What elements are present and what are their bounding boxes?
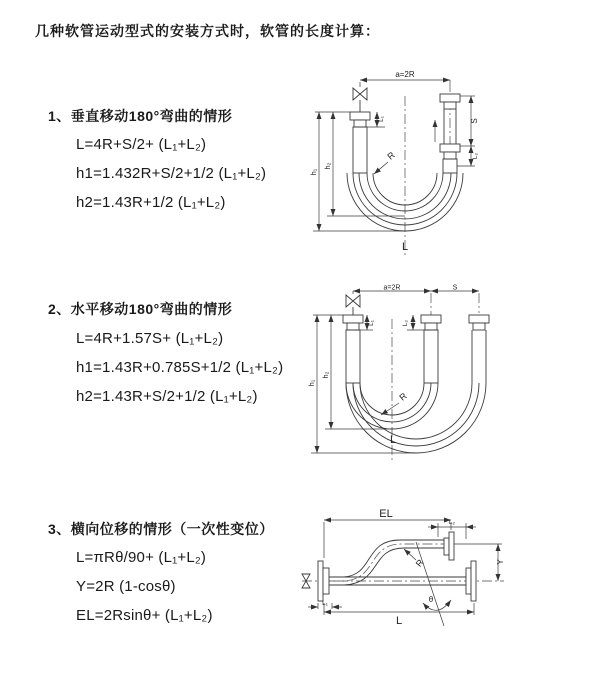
diagram-horizontal-180-bend [305, 283, 595, 468]
section-2-formula-h2: h2=1.43R+S/2+1/2 (L₁+L₂) [76, 388, 258, 405]
dim-label-l2: L₂ [402, 319, 409, 327]
dim-label-l1: L₁ [368, 320, 375, 326]
hose-braid-middle [424, 330, 438, 383]
dim-label-r: R [413, 557, 426, 569]
valve-icon [353, 88, 367, 100]
dim-label-el: EL [379, 508, 393, 520]
dim-label-h2: h₂ [321, 371, 330, 379]
dim-label-l1: L₁ [322, 600, 328, 607]
section-2-formula-h1: h1=1.43R+0.785S+1/2 (L₁+L₂) [76, 359, 284, 376]
section-2-formula-L: L=4R+1.57S+ (L₁+L₂) [76, 330, 224, 347]
dim-label-h1: h₁ [309, 168, 318, 176]
diagram-lateral-displacement [298, 508, 598, 653]
section-2-heading: 2、水平移动180°弯曲的情形 [48, 301, 233, 317]
dim-label-l1: L₁ [378, 116, 385, 122]
dim-label-l2: L₂ [472, 152, 479, 160]
section-3-formula-Y: Y=2R (1-cosθ) [76, 578, 176, 595]
hose-braid-left [353, 127, 367, 173]
section-1-formula-L: L=4R+S/2+ (L₁+L₂) [76, 136, 207, 153]
section-3-formula-L: L=πRθ/90+ (L₁+L₂) [76, 549, 207, 566]
dim-label-h2: h₂ [323, 162, 332, 170]
dimension-labels [307, 285, 458, 447]
section-1-formula-h2: h2=1.43R+1/2 (L₁+L₂) [76, 194, 226, 211]
dim-label-y: Y [496, 559, 505, 565]
dim-label-s: S [452, 284, 458, 292]
section-1-heading: 1、垂直移动180°弯曲的情形 [48, 108, 233, 124]
page-title: 几种软管运动型式的安装方式时，软管的长度计算： [35, 23, 380, 39]
dim-label-l: L [401, 241, 409, 253]
valve-icon [346, 295, 360, 307]
diagram-vertical-180-bend [305, 68, 595, 263]
dim-label-theta: θ [428, 595, 434, 604]
hose-braid-left [346, 330, 360, 383]
hose-curve-top [329, 540, 444, 577]
dim-label-l2: L₂ [448, 519, 456, 526]
dim-label-l: L [395, 615, 403, 627]
hose-braid-right [443, 159, 457, 173]
dim-label-a2r: a=2R [383, 284, 401, 292]
dim-label-r: R [385, 149, 397, 162]
section-3-heading: 3、横向位移的情形（一次性变位） [48, 521, 274, 537]
dim-label-a2r: a=2R [395, 70, 415, 79]
dim-label-s: S [470, 118, 479, 124]
section-3-formula-EL: EL=2Rsinθ+ (L₁+L₂) [76, 607, 213, 624]
section-1-formula-h1: h1=1.432R+S/2+1/2 (L₁+L₂) [76, 165, 267, 182]
dim-label-h1: h₁ [307, 379, 316, 387]
dim-label-r: R [397, 390, 409, 403]
hose-curve-bottom [329, 548, 444, 585]
dim-label-l: L [389, 434, 397, 446]
dimension-labels [322, 508, 505, 627]
